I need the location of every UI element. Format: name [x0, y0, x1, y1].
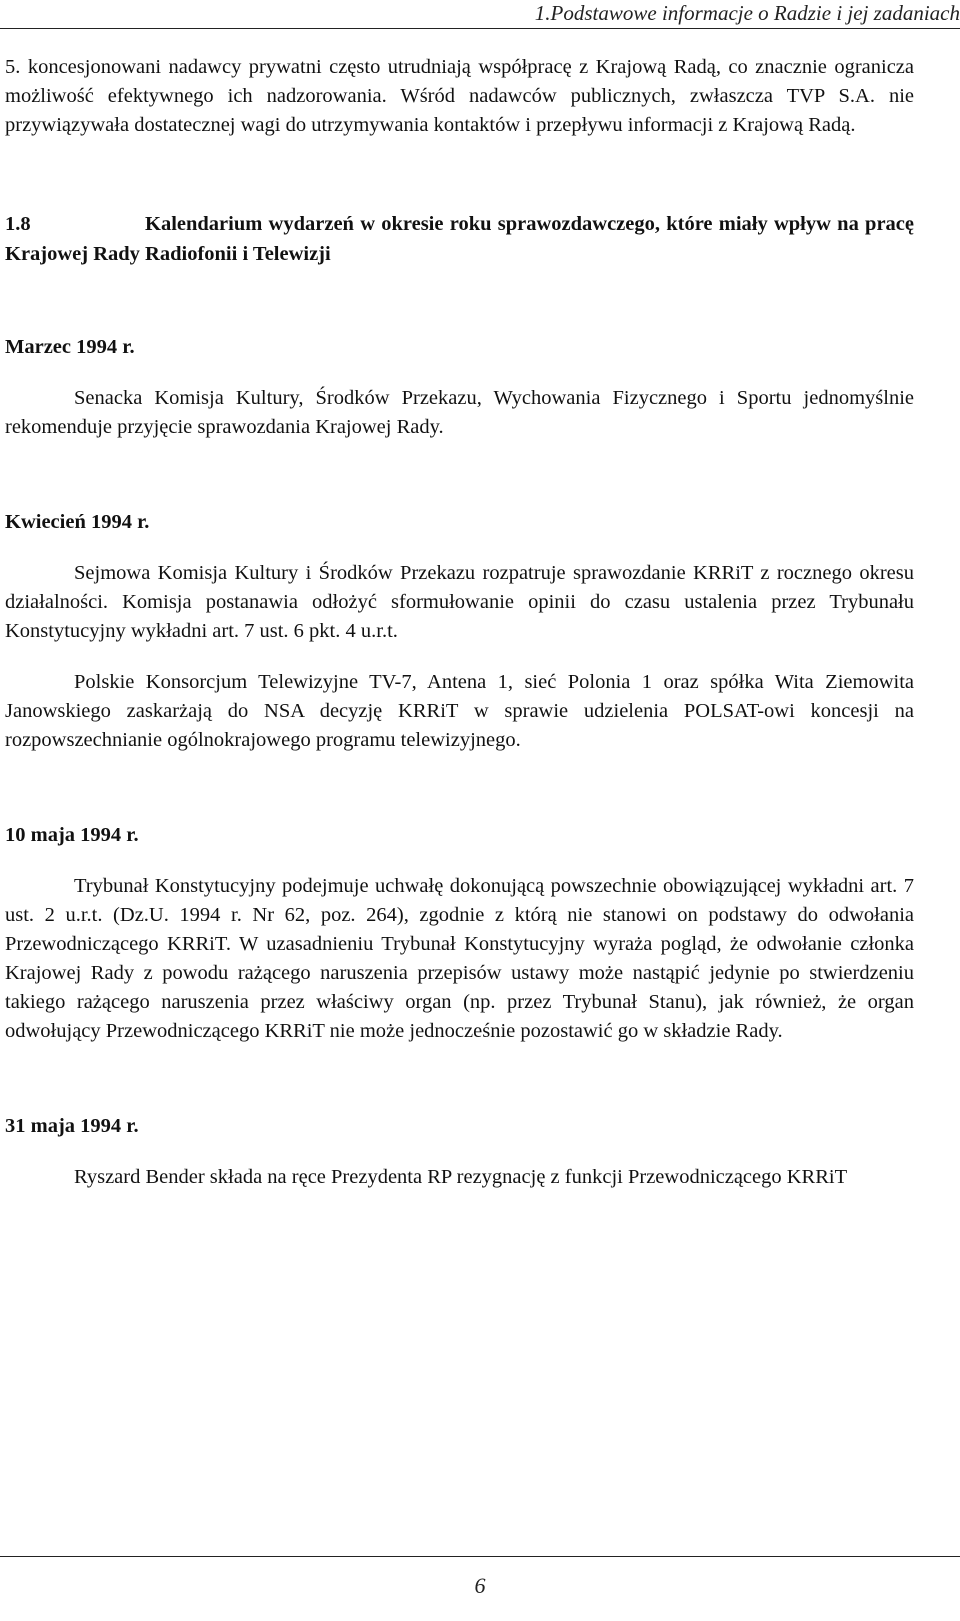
- entry-date: Kwiecień 1994 r.: [5, 511, 150, 533]
- entry-date: Marzec 1994 r.: [5, 336, 135, 358]
- calendar-entry: [5, 1112, 914, 1192]
- intro-paragraph: 5. koncesjonowani nadawcy prywatni często utrudniają współpracę z Krajową Radą, co znacznie ogranicza możliwość efektywnego ich nadzorowania. Wśród nadawców publicznych, zwłaszcza TVP S.A. nie przywiązywała dostatecznej wagi do utrzymywania kontaktów i przepływu informacji z Krajową Radą.: [5, 56, 914, 136]
- entry-paragraph: Senacka Komisja Kultury, Środków Przekazu, Wychowania Fizycznego i Sportu jednomyślnie rekomenduje przyjęcie sprawozdania Krajowej Rady.: [5, 387, 914, 438]
- entry-date: 10 maja 1994 r.: [5, 824, 139, 846]
- page-number: 6: [474, 1573, 486, 1598]
- section-number: 1.8: [5, 213, 31, 235]
- entry-paragraph: Polskie Konsorcjum Telewizyjne TV-7, Antena 1, sieć Polonia 1 oraz spółka Wita Ziemowita Janowskiego zaskarżają do NSA decyzję KRRiT w sprawie udzielenia POLSAT-owi koncesji na rozpowszechnianie ogólnokrajowego programu telewizyjnego.: [5, 671, 914, 751]
- calendar-entry: [5, 821, 914, 1046]
- entry-date: 31 maja 1994 r.: [5, 1115, 139, 1137]
- running-header: [0, 0, 960, 29]
- entry-paragraph: Sejmowa Komisja Kultury i Środków Przekazu rozpatruje sprawozdanie KRRiT z rocznego okresu działalności. Komisja postanawia odłożyć sformułowanie opinii do czasu ustalenia przez Trybunału Konstytucyjny wykładni art. 7 ust. 6 pkt. 4 u.r.t.: [5, 562, 914, 642]
- section-title: Kalendarium wydarzeń w okresie roku sprawozdawczego, które miały wpływ na pracę Krajowej Rady Radiofonii i Telewizji: [5, 213, 914, 265]
- running-header-title: 1.Podstawowe informacje o Radzie i jej zadaniach: [534, 1, 960, 25]
- calendar-entry: [5, 333, 914, 442]
- calendar-entry: [5, 508, 914, 755]
- entry-paragraph: Ryszard Bender składa na ręce Prezydenta RP rezygnację z funkcji Przewodniczącego KRRiT: [74, 1166, 848, 1188]
- page-footer: [0, 1556, 960, 1621]
- entry-paragraph: Trybunał Konstytucyjny podejmuje uchwałę dokonującą powszechnie obowiązującej wykładni art. 7 ust. 2 u.r.t. (Dz.U. 1994 r. Nr 62, poz. 264), zgodnie z którą nie stanowi on podstawy do odwołania Przewodniczącego KRRiT. W uzasadnieniu Trybunał Konstytucyjny wyraża pogląd, że odwołanie członka Krajowej Rady z powodu rażącego naruszenia przepisów ustawy może nastąpić jedynie po stwierdzeniu takiego rażącego naruszenia przez właściwy organ (np. przez Trybunał Stanu), jak również, że organ odwołujący Przewodniczącego KRRiT nie może jednocześnie pozostawić go w składzie Rady.: [5, 875, 914, 1042]
- section-heading: [5, 209, 914, 269]
- page-content: [5, 53, 914, 1192]
